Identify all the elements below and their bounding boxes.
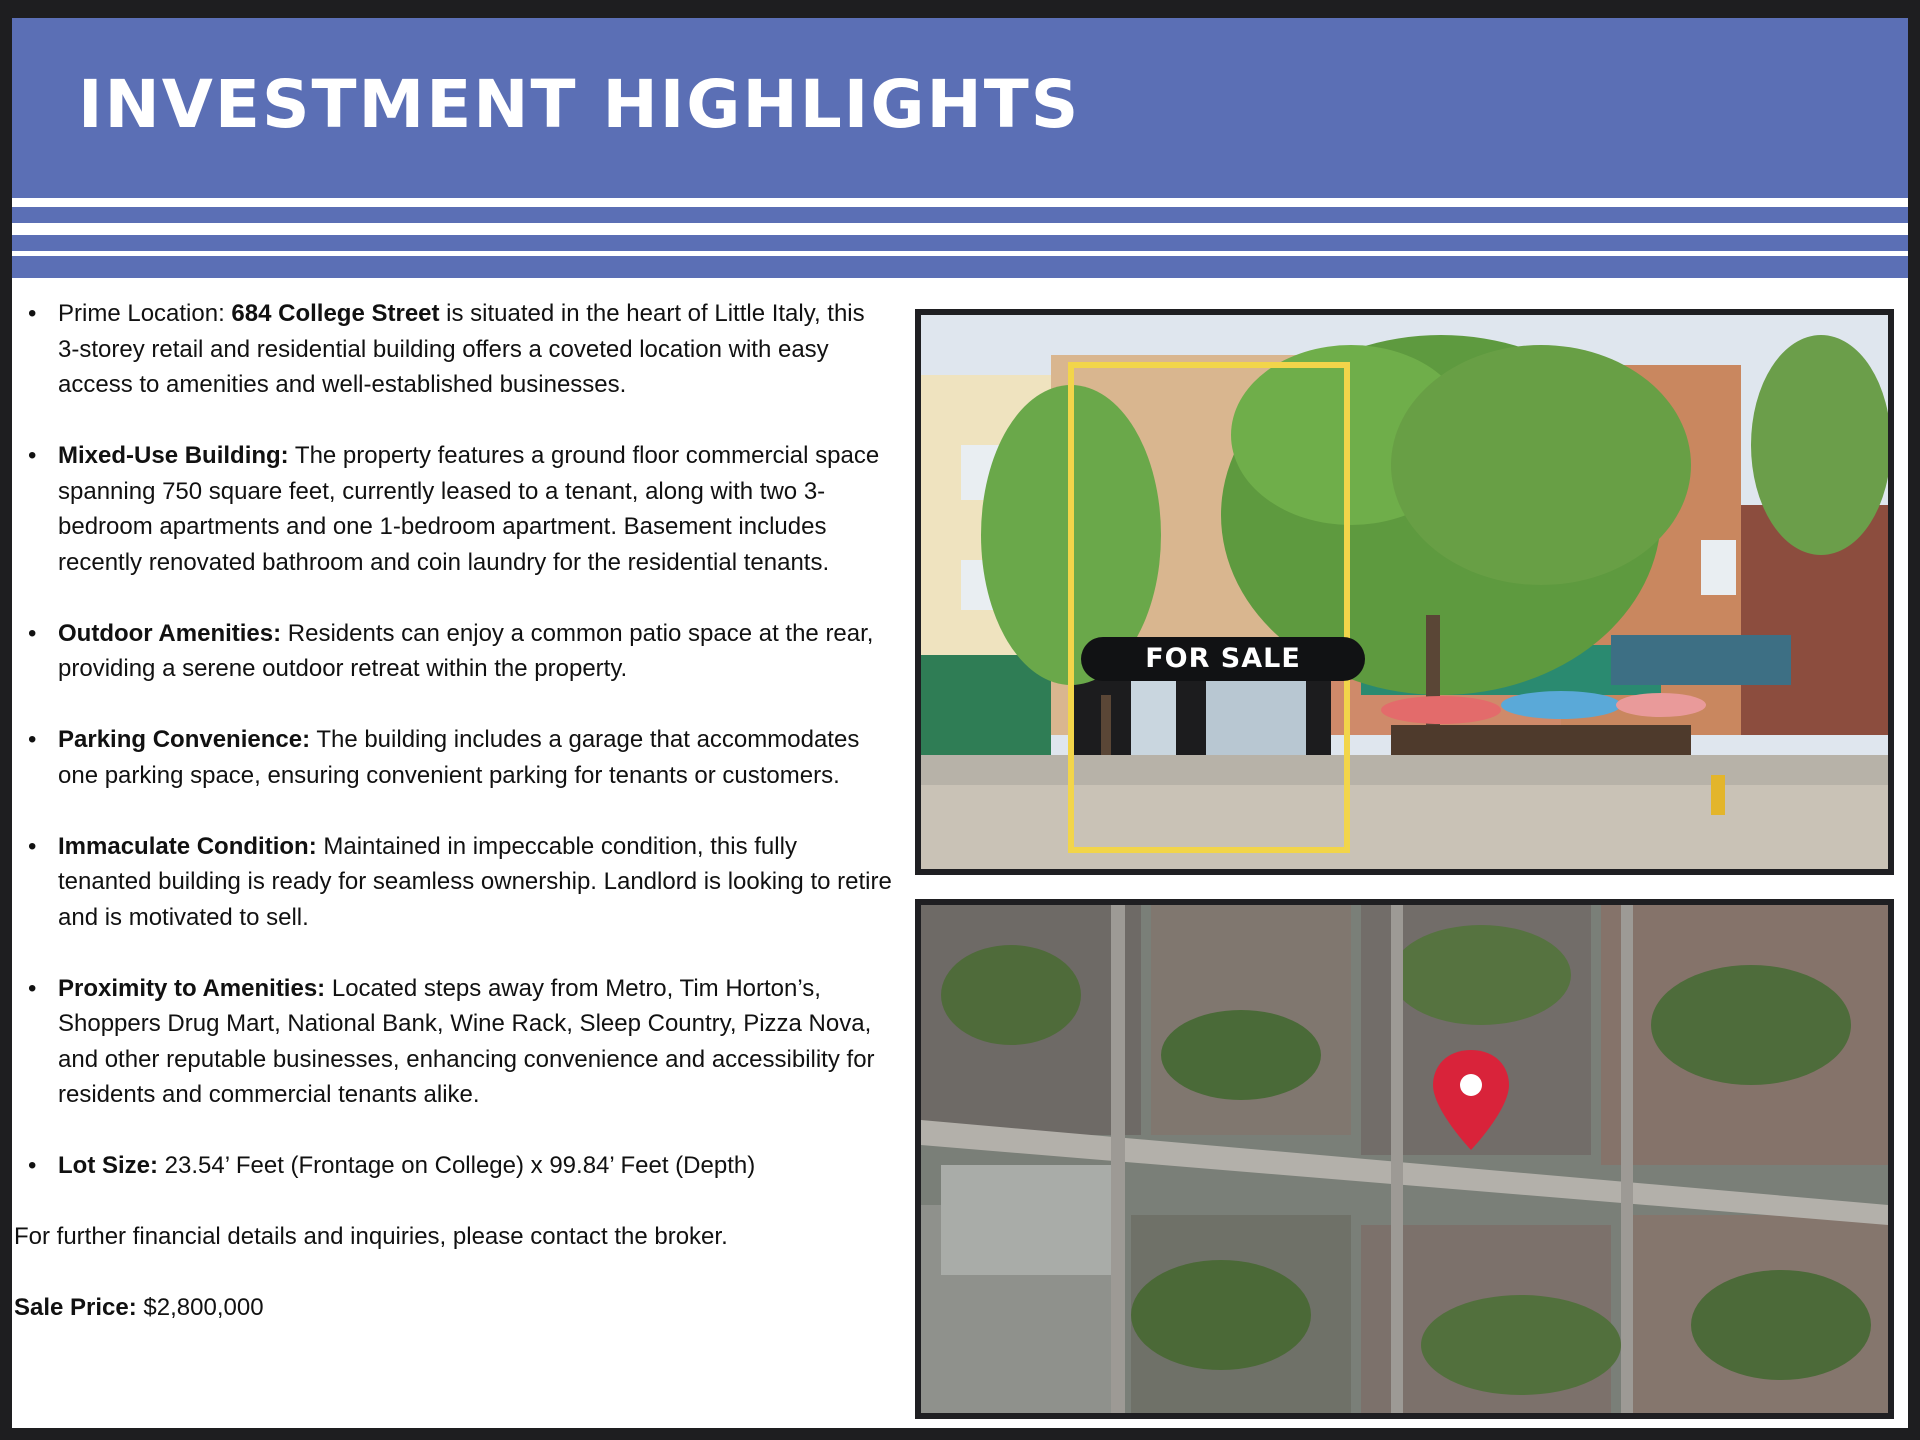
bullet-icon: • (28, 974, 37, 1002)
header-stripe (12, 235, 1908, 251)
sale-price (12, 1290, 892, 1326)
highlight-lead: Outdoor Amenities: (58, 619, 282, 647)
highlights-list (12, 296, 892, 1184)
bullet-icon: • (28, 300, 37, 327)
highlight-parking (12, 722, 892, 793)
highlight-lead: Mixed-Use Building: (58, 442, 289, 469)
highlight-body: Maintained in impeccable condition, this fully tenanted building is ready for seamless ownership. Landlord is looking to retire and is motivated to sell. (58, 832, 892, 931)
highlight-prefix: Prime Location: (58, 300, 232, 327)
highlight-mixed-use (12, 438, 892, 580)
sale-price-label: Sale Price: (14, 1294, 137, 1321)
highlight-lead: Immaculate Condition: (58, 832, 317, 860)
highlight-outdoor-amenities (12, 616, 892, 687)
highlight-lead: Lot Size: (58, 1152, 158, 1179)
header-stripe (12, 256, 1908, 278)
highlight-prime-location (12, 296, 892, 403)
highlight-lead: Parking Convenience: (58, 726, 311, 753)
highlight-body: The building includes a garage that accommodates one parking space, ensuring convenient parking for tenants or customers. (58, 726, 860, 789)
bullet-icon: • (28, 1152, 37, 1179)
street-view-illustration (921, 315, 1888, 869)
bullet-icon: • (28, 726, 37, 753)
highlight-body: Residents can enjoy a common patio space at the rear, providing a serene outdoor retreat within the property. (58, 619, 874, 682)
page-title: INVESTMENT HIGHLIGHTS (78, 66, 1081, 143)
aerial-map-photo (915, 899, 1894, 1419)
aerial-map-illustration (921, 905, 1888, 1413)
header-stripe (12, 207, 1908, 223)
highlight-body: is situated in the heart of Little Italy, this 3-storey retail and residential building offers a coveted location with easy access to amenities and well-established businesses. (58, 300, 865, 398)
listing-page (12, 18, 1908, 1428)
highlight-condition (12, 829, 892, 936)
highlight-lead: 684 College Street (231, 300, 440, 327)
contact-note: For further financial details and inquiries, please contact the broker. (14, 1223, 728, 1250)
street-view-photo (915, 309, 1894, 875)
highlights-section (12, 296, 892, 1361)
bullet-icon: • (28, 832, 37, 860)
highlight-proximity (12, 971, 892, 1113)
highlight-lot-size (12, 1148, 892, 1184)
header-banner (12, 18, 1908, 198)
highlight-body: The property features a ground floor commercial space spanning 750 square feet, currently leased to a tenant, along with two 3-bedroom apartments and one 1-bedroom apartment. Basement includes recently renovated bathroom and coin laundry for the residential tenants. (58, 442, 880, 576)
bullet-icon: • (28, 442, 37, 469)
highlight-lead: Proximity to Amenities: (58, 974, 326, 1002)
highlight-body: 23.54’ Feet (Frontage on College) x 99.84’ Feet (Depth) (158, 1152, 756, 1179)
sale-price-value: $2,800,000 (136, 1294, 264, 1321)
bullet-icon: • (28, 619, 37, 647)
highlight-body: Located steps away from Metro, Tim Horton’s, Shoppers Drug Mart, National Bank, Wine Rack, Sleep Country, Pizza Nova, and other reputable businesses, enhancing convenience and accessibility for residents and commercial tenants alike. (58, 974, 875, 1108)
for-sale-sign: FOR SALE (1081, 637, 1365, 681)
